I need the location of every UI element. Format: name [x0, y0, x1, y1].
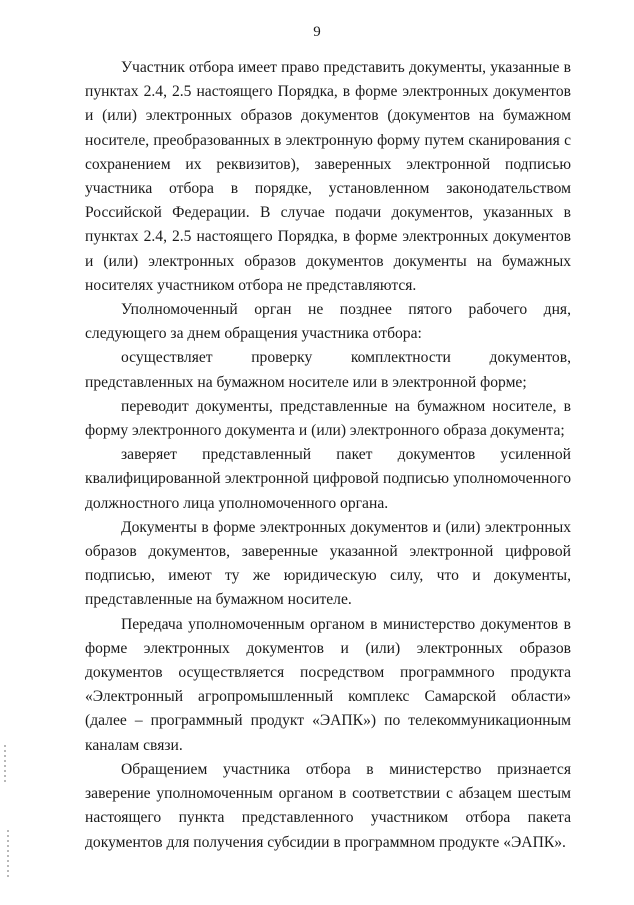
document-body: [85, 56, 571, 855]
page-number: 9: [313, 24, 321, 40]
paragraph-legal-force: Документы в форме электронных документов и (или) электронных образов документов, заверенные указанной электронной цифровой подписью, имеют ту же юридическую силу, что и документы, представленные на бумажном носителе.: [85, 518, 571, 609]
paragraph-application-recognition: Обращением участника отбора в министерство признается заверение уполномоченным органом в соответствии с абзацем шестым настоящего пункта представленного участником отбора пакета документов для получения субсидии в программном продукте «ЭАПК».: [85, 760, 571, 851]
paragraph-conversion-to-electronic: переводит документы, представленные на бумажном носителе, в форму электронного документа и (или) электронного образа документа;: [85, 397, 571, 440]
paragraph-completeness-check: осуществляет проверку комплектности документов, представленных на бумажном носителе или в электронной форме;: [85, 349, 571, 391]
scan-artifact: [7, 830, 9, 880]
paragraph-transfer-to-ministry: Передача уполномоченным органом в министерство документов в форме электронных документов и (или) электронных образов документов осуществляется посредством программного продукта «Электронный агропромышленный комплекс Самарской области» (далее – программный продукт «ЭАПК») по телекоммуникационным каналам связи.: [85, 615, 571, 754]
paragraph-signature-certification: заверяет представленный пакет документов усиленной квалифицированной электронной цифровой подписью уполномоченного должностного лица уполномоченного органа.: [85, 446, 571, 512]
paragraph-authorized-body-deadline: Уполномоченный орган не позднее пятого рабочего дня, следующего за днем обращения участника отбора:: [85, 301, 571, 343]
paragraph-electronic-submission-right: Участник отбора имеет право представить документы, указанные в пунктах 2.4, 2.5 настоящего Порядка, в форме электронных документов и (или) электронных образов документов (документов на бумажном носителе, преобразованных в электронную форму путем сканирования с сохранением их реквизитов), заверенных электронной подписью участника отбора в порядке, установленном законодательством Российской Федерации. В случае подачи документов, указанных в пунктах 2.4, 2.5 настоящего Порядка, в форме электронных документов и (или) электронных образов документов документы на бумажных носителях участником отбора не представляются.: [85, 59, 571, 294]
scan-artifact: [4, 745, 6, 785]
